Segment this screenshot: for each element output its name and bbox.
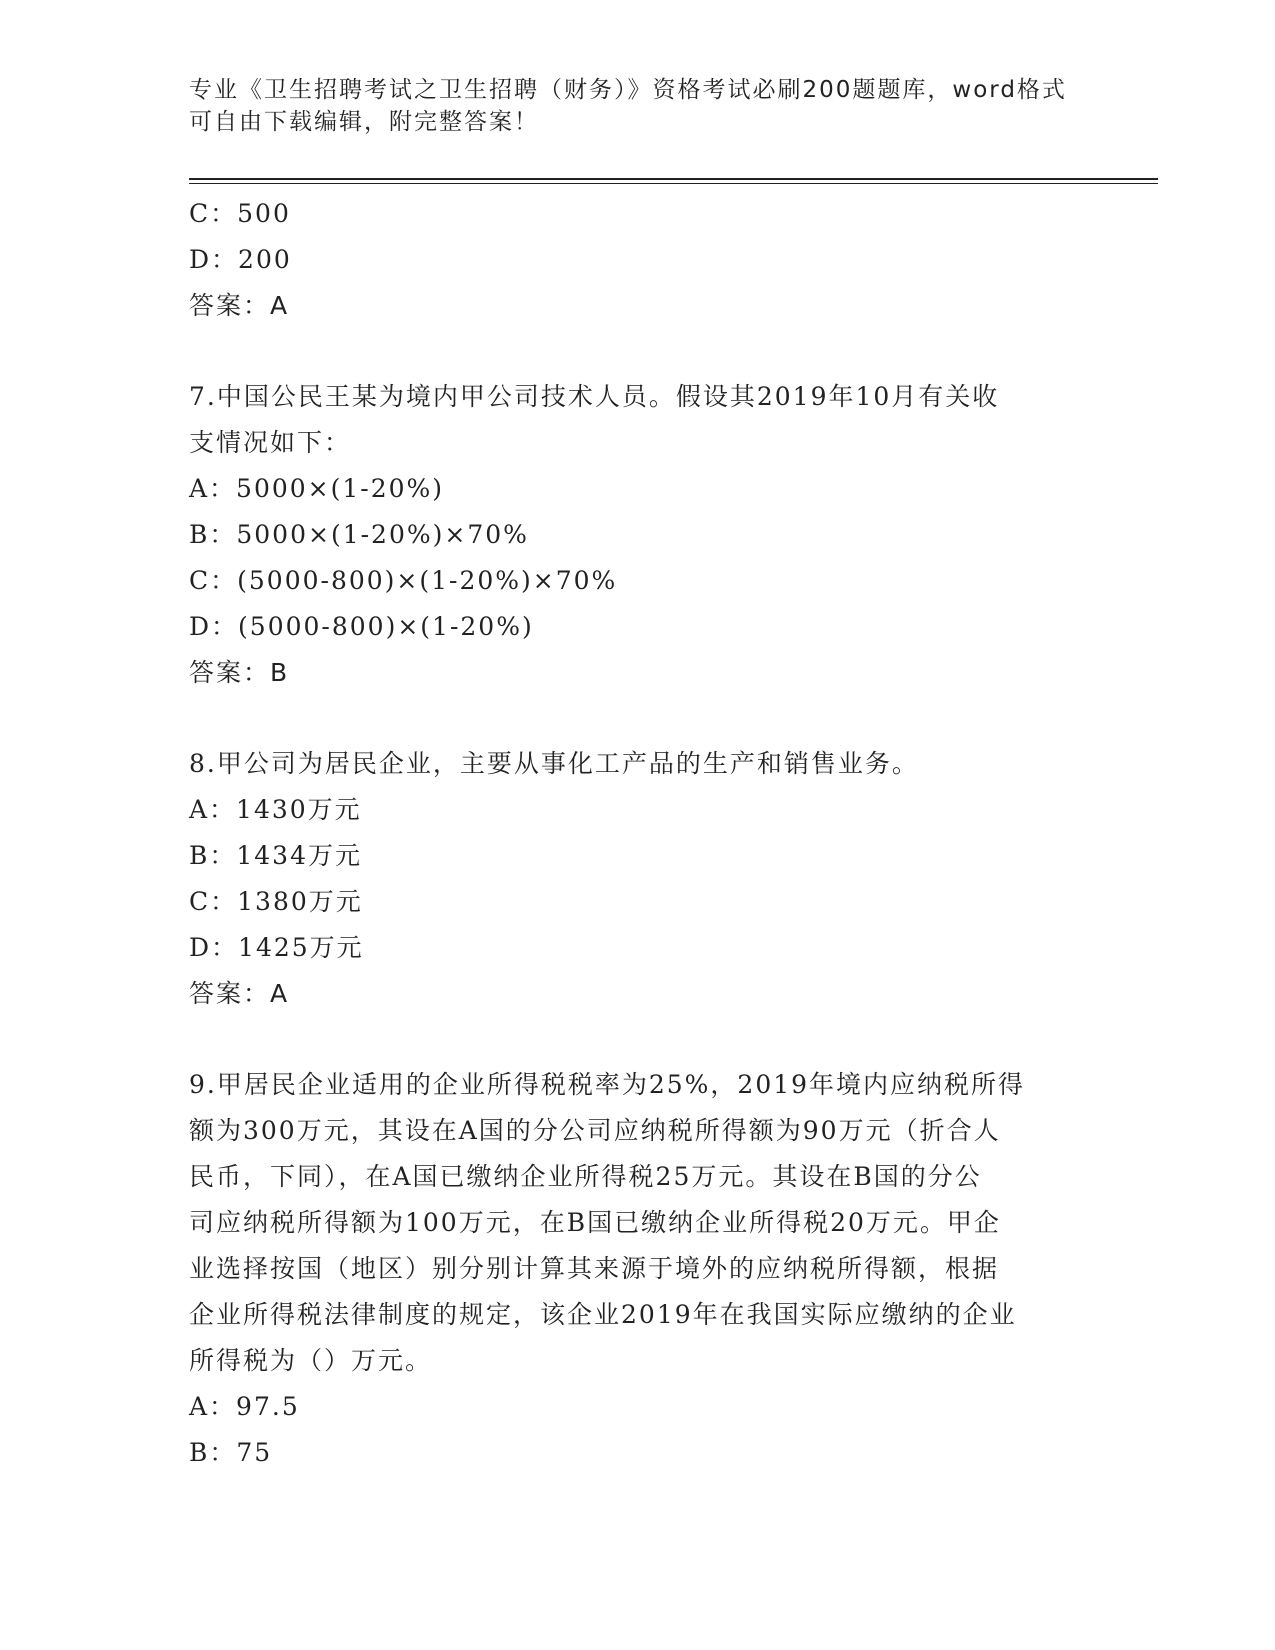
spacer	[189, 1017, 1089, 1062]
question-stem-line: 9.甲居民企业适用的企业所得税税率为25%，2019年境内应纳税所得	[189, 1070, 1026, 1099]
question-content	[189, 191, 1089, 1476]
question-stem-line: 8.甲公司为居民企业，主要从事化工产品的生产和销售业务。	[189, 749, 919, 778]
option-c: C：(5000-800)×(1-20%)×70%	[189, 566, 618, 595]
option-d: D：200	[189, 245, 292, 274]
option-b: B：75	[189, 1438, 273, 1467]
question-stem-line: 业选择按国（地区）别分别计算其来源于境外的应纳税所得额，根据	[189, 1254, 1000, 1283]
question-9	[189, 1062, 1089, 1476]
option-c: C：500	[189, 199, 291, 228]
question-7	[189, 374, 1089, 696]
answer-line: 答案：B	[189, 658, 290, 687]
document-header	[189, 74, 1069, 138]
option-a: A：1430万元	[189, 795, 362, 824]
header-line-2: 可自由下载编辑，附完整答案！	[189, 109, 539, 135]
question-stem-line: 民币，下同），在A国已缴纳企业所得税25万元。其设在B国的分公	[189, 1162, 982, 1191]
spacer	[189, 329, 1089, 374]
option-a: A：5000×(1-20%)	[189, 474, 445, 503]
option-b: B：1434万元	[189, 841, 362, 870]
question-6-tail	[189, 191, 1089, 329]
question-stem-line: 司应纳税所得额为100万元，在B国已缴纳企业所得税20万元。甲企	[189, 1208, 1001, 1237]
answer-line: 答案：A	[189, 291, 290, 320]
question-stem-line: 支情况如下：	[189, 428, 352, 457]
option-c: C：1380万元	[189, 887, 363, 916]
spacer	[189, 696, 1089, 741]
question-8	[189, 741, 1089, 1017]
option-a: A：97.5	[189, 1392, 300, 1421]
option-d: D：1425万元	[189, 933, 364, 962]
question-stem-line: 7.中国公民王某为境内甲公司技术人员。假设其2019年10月有关收	[189, 382, 1000, 411]
header-rule-thin	[189, 183, 1158, 184]
question-stem-line: 企业所得税法律制度的规定，该企业2019年在我国实际应缴纳的企业	[189, 1300, 1017, 1329]
answer-line: 答案：A	[189, 979, 290, 1008]
question-stem-line: 所得税为（）万元。	[189, 1346, 433, 1375]
option-d: D：(5000-800)×(1-20%)	[189, 612, 534, 641]
header-rule-thick	[189, 178, 1158, 180]
header-line-1: 专业《卫生招聘考试之卫生招聘（财务）》资格考试必刷200题题库，word格式	[189, 77, 1067, 103]
question-stem-line: 额为300万元，其设在A国的分公司应纳税所得额为90万元（折合人	[189, 1116, 1001, 1145]
option-b: B：5000×(1-20%)×70%	[189, 520, 529, 549]
